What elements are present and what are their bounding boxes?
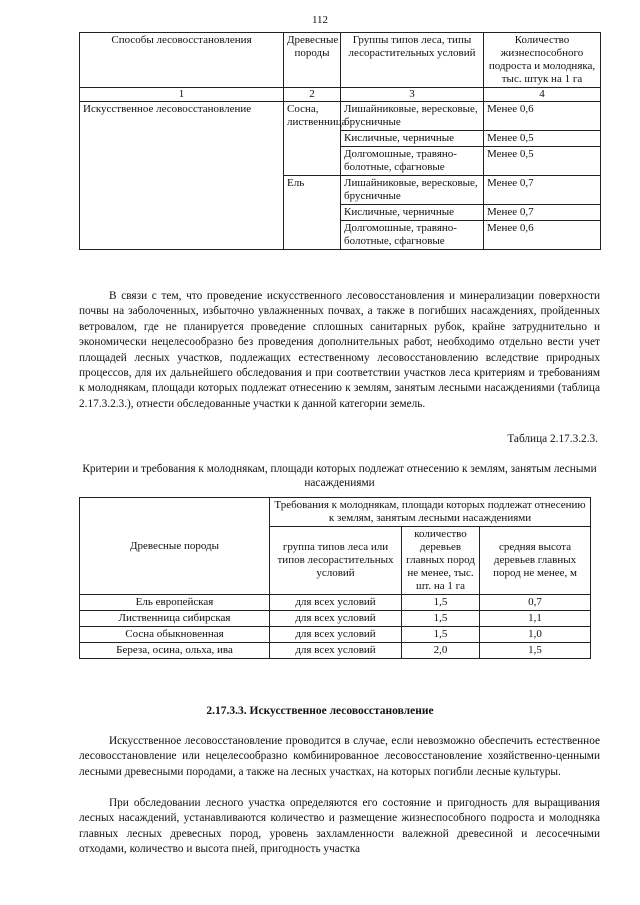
body-paragraph: В связи с тем, что проведение искусственного лесовосстановления и минерализации поверхности почвы на заболоченных, избыточно увлажненных почвах, а также в погибших насаждениях, пройденных ветровалом, где не планируется проведение сплошных санитарных рубок, крайне затруднительно и экономически нецелесообразно без проведения дополнительных работ, необходимо отдельно вести учет площадей лесных участков, подлежащих естественному лесовосстановлению вследствие природных процессов, для их дальнейшего обследования и при соответствии участков леса критериям и требованиям к молоднякам, площади которых подлежат отнесению к землям, занятым лесными насаждениями (таблица 2.17.3.2.3.), отнести обследованные участки к данной категории земель. xyxy=(79,290,600,410)
height-cell: 1,0 xyxy=(480,627,591,643)
quantity-cell: Менее 0,7 xyxy=(484,205,601,221)
body-paragraph: Искусственное лесовосстановление проводится в случае, если невозможно обеспечить естественное лесовосстановление или нецелесообразно комбинированное лесовосстановление хозяйственно-ценными лесными древесными породами, а также на лесных участках, на которых погибли лесные культуры. xyxy=(79,735,600,778)
header-cell: Количество жизнеспособного подроста и молодняка, тыс. штук на 1 га xyxy=(484,33,601,88)
count-cell: 2,0 xyxy=(402,643,480,659)
height-cell: 0,7 xyxy=(480,595,591,611)
column-number: 2 xyxy=(284,88,341,102)
condition-cell: для всех условий xyxy=(270,595,402,611)
table-header-row xyxy=(80,33,601,88)
table-caption: Критерии и требования к молоднякам, площади которых подлежат отнесению к землям, занятым лесными насаждениями xyxy=(82,463,597,489)
height-cell: 1,1 xyxy=(480,611,591,627)
header-cell: Древесные породы xyxy=(80,498,270,595)
species-cell: Ель xyxy=(284,176,341,250)
header-cell: Древесные породы xyxy=(284,33,341,88)
quantity-cell: Менее 0,5 xyxy=(484,147,601,176)
header-cell: Способы лесовосстановления xyxy=(80,33,284,88)
species-cell: Береза, осина, ольха, ива xyxy=(80,643,270,659)
body-paragraph: При обследовании лесного участка определяются его состояние и пригодность для выращивания лесных насаждений, устанавливаются количество и размещение жизнеспособного подроста и молодняка главных лесных древесных пород, уровень захламленности валежной древесиной и лесосечными отходами, количество и высота пней, пригодность участка xyxy=(79,797,600,856)
table-row xyxy=(80,643,591,659)
table-row xyxy=(80,611,591,627)
table-row xyxy=(80,627,591,643)
forest-type-cell: Кисличные, черничные xyxy=(341,205,484,221)
regeneration-table xyxy=(79,32,601,250)
column-number: 4 xyxy=(484,88,601,102)
forest-type-cell: Лишайниковые, вересковые, брусничные xyxy=(341,176,484,205)
forest-type-cell: Долгомошные, травяно-болотные, сфагновые xyxy=(341,221,484,250)
table-row xyxy=(80,595,591,611)
quantity-cell: Менее 0,5 xyxy=(484,131,601,147)
condition-cell: для всех условий xyxy=(270,627,402,643)
species-cell: Лиственница сибирская xyxy=(80,611,270,627)
method-cell: Искусственное лесовосстановление xyxy=(80,102,284,250)
count-cell: 1,5 xyxy=(402,627,480,643)
column-number-row xyxy=(80,88,601,102)
quantity-cell: Менее 0,6 xyxy=(484,102,601,131)
table-header-row xyxy=(80,498,591,527)
species-cell: Ель европейская xyxy=(80,595,270,611)
count-cell: 1,5 xyxy=(402,595,480,611)
height-cell: 1,5 xyxy=(480,643,591,659)
group-header-cell: Требования к молоднякам, площади которых подлежат отнесению к землям, занятым лесными насаждениями xyxy=(270,498,591,527)
table-label: Таблица 2.17.3.2.3. xyxy=(507,433,598,445)
page-number: 112 xyxy=(311,14,329,26)
header-cell: группа типов леса или типов лесорастительных условий xyxy=(270,527,402,595)
forest-type-cell: Кисличные, черничные xyxy=(341,131,484,147)
condition-cell: для всех условий xyxy=(270,643,402,659)
condition-cell: для всех условий xyxy=(270,611,402,627)
header-cell: Группы типов леса, типы лесорастительных условий xyxy=(341,33,484,88)
header-cell: средняя высота деревьев главных пород не менее, м xyxy=(480,527,591,595)
count-cell: 1,5 xyxy=(402,611,480,627)
column-number: 3 xyxy=(341,88,484,102)
section-heading: 2.17.3.3. Искусственное лесовосстановление xyxy=(206,705,434,717)
criteria-table xyxy=(79,497,591,659)
table-row xyxy=(80,102,601,131)
header-cell: количество деревьев главных пород не менее, тыс. шт. на 1 га xyxy=(402,527,480,595)
quantity-cell: Менее 0,6 xyxy=(484,221,601,250)
species-cell: Сосна, лиственница xyxy=(284,102,341,176)
column-number: 1 xyxy=(80,88,284,102)
quantity-cell: Менее 0,7 xyxy=(484,176,601,205)
forest-type-cell: Лишайниковые, вересковые, брусничные xyxy=(341,102,484,131)
forest-type-cell: Долгомошные, травяно-болотные, сфагновые xyxy=(341,147,484,176)
species-cell: Сосна обыкновенная xyxy=(80,627,270,643)
